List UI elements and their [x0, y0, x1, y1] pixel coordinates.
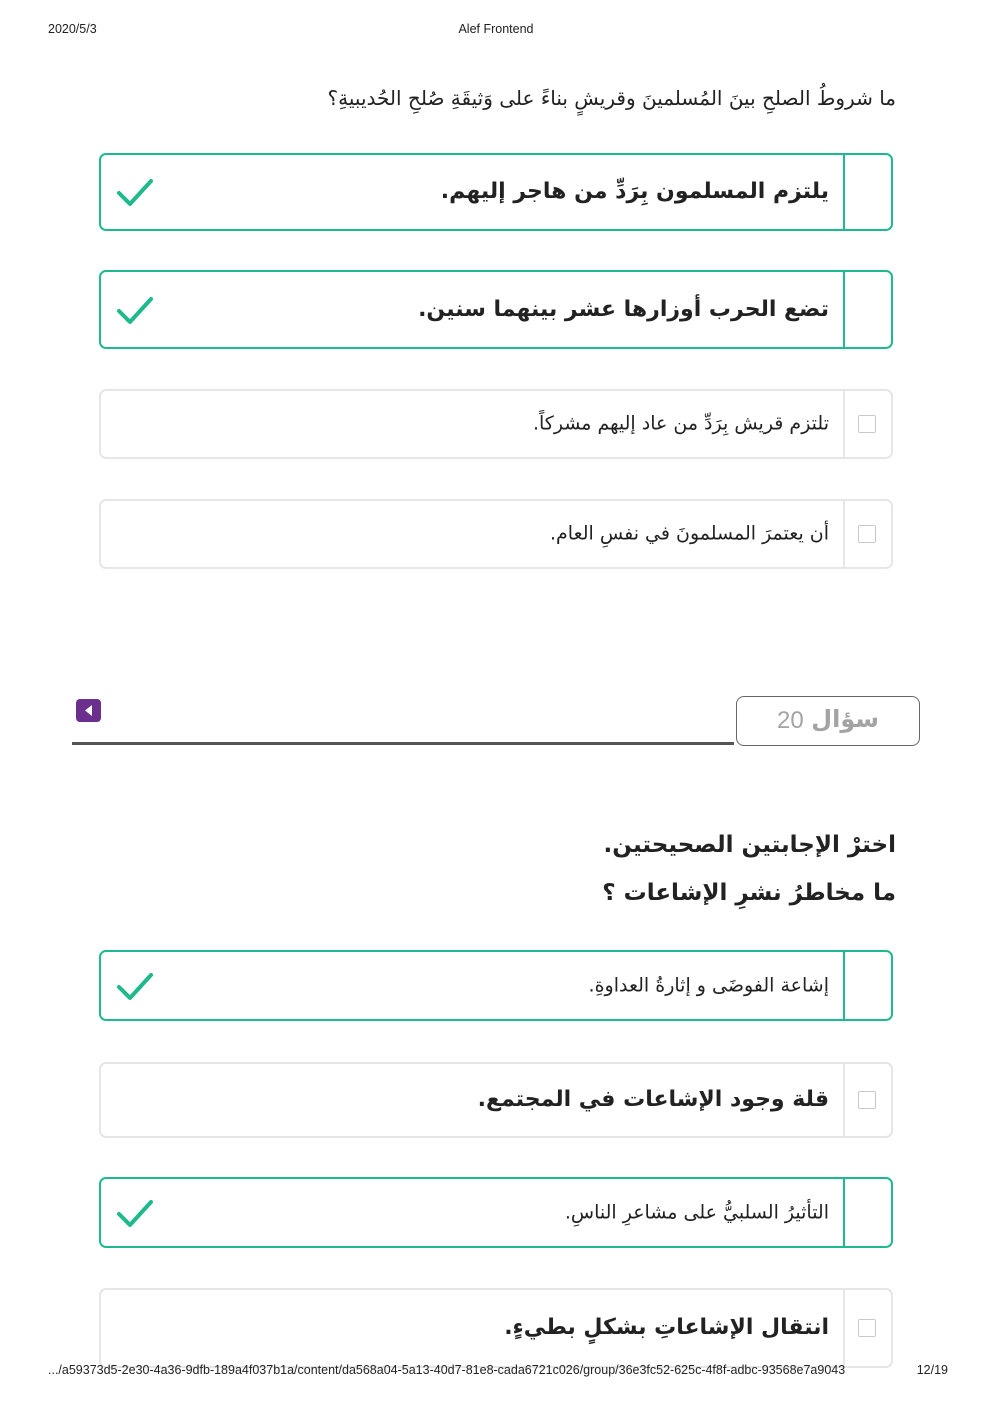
- print-title: Alef Frontend: [458, 22, 534, 36]
- checkmark-icon: [115, 175, 155, 209]
- option-checkbox[interactable]: [843, 155, 891, 229]
- option-checkbox-cell[interactable]: [843, 391, 891, 457]
- option-checkbox-cell[interactable]: [843, 1290, 891, 1366]
- answer-option[interactable]: [99, 1062, 893, 1138]
- option-label: قلة وجود الإشاعات في المجتمع.: [477, 1087, 829, 1112]
- question-20-prompt: ما مخاطرُ نشرِ الإشاعات ؟: [602, 880, 896, 906]
- option-checkbox-cell[interactable]: [843, 501, 891, 567]
- print-footer: [0, 1363, 992, 1381]
- checkbox[interactable]: [858, 525, 876, 543]
- section-divider: [72, 742, 734, 745]
- option-checkbox-cell[interactable]: [843, 1064, 891, 1136]
- question-20-instruction: اخترْ الإجابتين الصحيحتين.: [603, 832, 896, 858]
- option-checkbox[interactable]: [843, 952, 891, 1019]
- checkbox[interactable]: [858, 1091, 876, 1109]
- option-label: التأثيرُ السلبيُّ على مشاعرِ الناسِ.: [564, 1201, 829, 1224]
- checkbox[interactable]: [858, 415, 876, 433]
- question-19-prompt: ما شروطُ الصلحِ بينَ المُسلمينَ وقريشٍ بناءً على وَثيقَةِ صُلحِ الحُديبيةِ؟: [327, 86, 896, 110]
- checkmark-icon: [115, 969, 155, 1003]
- page-url: .../a59373d5-2e30-4a36-9dfb-189a4f037b1a/content/da568a04-5a13-40d7-81e8-cada6721c026/group/36e3fc52-625c-4f8f-adbc-93568e7a9043: [48, 1363, 846, 1377]
- answer-option[interactable]: [99, 950, 893, 1021]
- answer-option[interactable]: [99, 1288, 893, 1368]
- page-number: 12/19: [916, 1363, 948, 1377]
- print-header: [0, 22, 992, 42]
- checkbox[interactable]: [858, 1319, 876, 1337]
- checkmark-icon: [115, 293, 155, 327]
- option-checkbox[interactable]: [843, 272, 891, 347]
- option-label: أن يعتمرَ المسلمونَ في نفسِ العام.: [550, 522, 829, 545]
- answer-option[interactable]: [99, 389, 893, 459]
- option-label: يلتزم المسلمون بِرَدِّ من هاجر إليهم.: [440, 179, 829, 204]
- question-number-tab: [736, 696, 920, 746]
- option-checkbox[interactable]: [843, 1179, 891, 1246]
- option-label: إشاعة الفوضَى و إثارةُ العداوةِ.: [588, 974, 829, 997]
- answer-option[interactable]: [99, 499, 893, 569]
- answer-option[interactable]: [99, 270, 893, 349]
- option-label: انتقال الإشاعاتِ بشكلٍ بطيءٍ.: [504, 1315, 829, 1340]
- answer-option[interactable]: [99, 153, 893, 231]
- option-label: تلتزم قريش بِرَدِّ من عاد إليهم مشركاً.: [532, 412, 829, 435]
- question-tab-number: 20: [777, 707, 804, 734]
- print-date: 2020/5/3: [48, 22, 97, 36]
- caret-left-icon: [76, 699, 101, 722]
- previous-question-button[interactable]: [76, 699, 101, 722]
- checkmark-icon: [115, 1196, 155, 1230]
- option-label: تضع الحرب أوزارها عشر بينهما سنين.: [418, 296, 829, 322]
- answer-option[interactable]: [99, 1177, 893, 1248]
- question-tab-label: سؤال: [811, 705, 879, 733]
